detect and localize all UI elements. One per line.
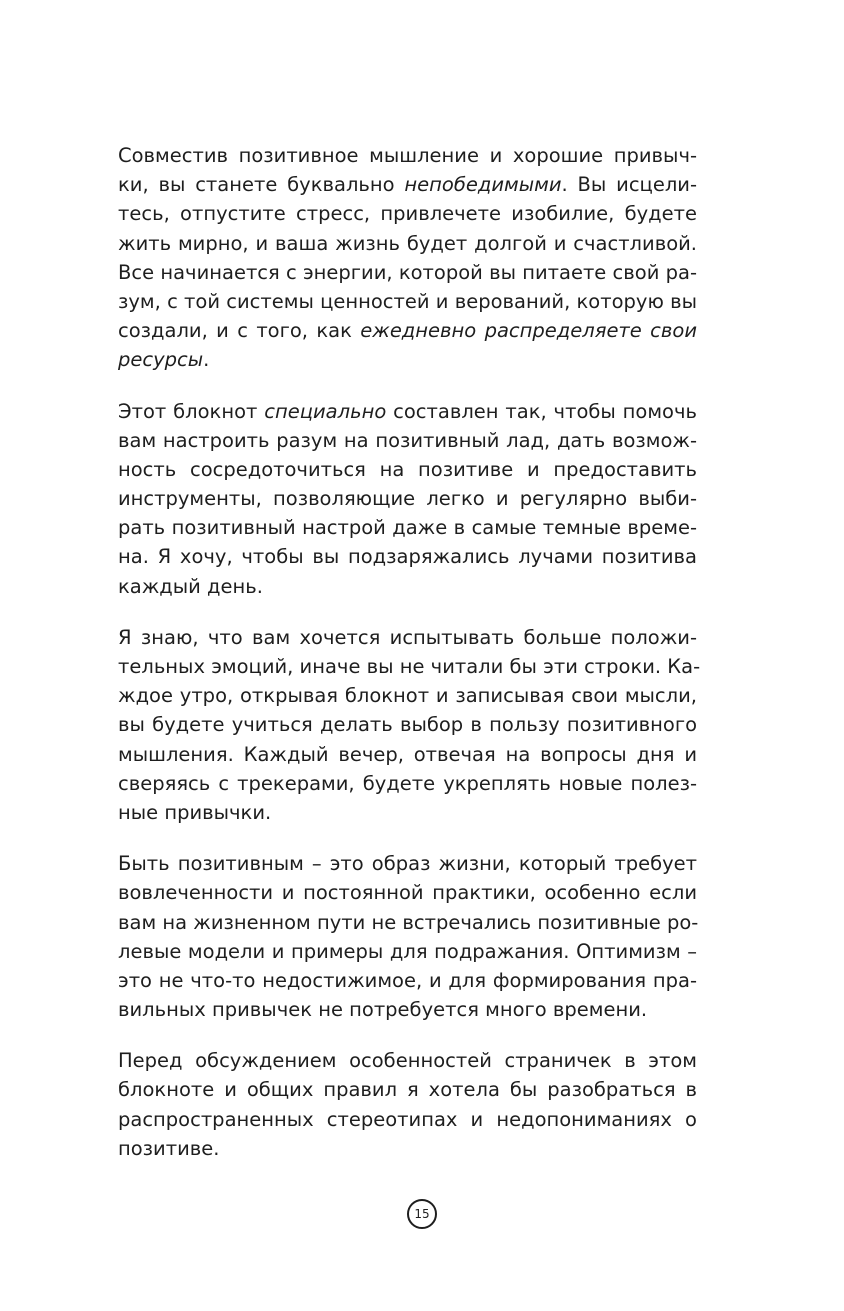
text-line xyxy=(118,199,697,228)
text-run: ные привычки. xyxy=(118,800,272,824)
text-line xyxy=(118,1075,697,1104)
text-run: это не что-то недостижимое, и для формирования пра- xyxy=(118,968,697,992)
text-run: Все начинается с энергии, которой вы питаете свой ра- xyxy=(118,260,697,284)
text-run: Я знаю, что вам хочется испытывать больше положи- xyxy=(118,625,697,649)
paragraph-5 xyxy=(118,1046,697,1163)
paragraph-2 xyxy=(118,397,697,601)
text-run: вам на жизненном пути не встречались позитивные ро- xyxy=(118,910,699,934)
text-line xyxy=(118,287,697,316)
text-run: жить мирно, и ваша жизнь будет долгой и счастливой. xyxy=(118,231,697,255)
text-run: блокноте и общих правил я хотела бы разобраться в xyxy=(118,1078,697,1102)
text-line xyxy=(118,937,697,966)
paragraph-3 xyxy=(118,623,701,827)
text-run: рать позитивный настрой даже в самые темные време- xyxy=(118,516,697,540)
text-line xyxy=(118,995,697,1024)
emphasis-text: непобедимыми xyxy=(404,173,562,197)
text-run: Совместив позитивное мышление и хорошие привыч- xyxy=(118,144,697,167)
paragraph-1 xyxy=(118,141,697,375)
text-run: вы будете учиться делать выбор в пользу позитивного xyxy=(118,713,697,737)
text-run: каждый день. xyxy=(118,574,263,598)
text-line xyxy=(118,542,697,571)
text-line xyxy=(118,513,697,542)
text-run: ность сосредоточиться на позитиве и предоставить xyxy=(118,457,697,481)
text-line xyxy=(118,966,697,995)
page-number: 15 xyxy=(407,1199,437,1229)
text-run: Перед обсуждением особенностей страничек в этом xyxy=(118,1049,697,1073)
emphasis-text: специально xyxy=(264,399,387,423)
text-line xyxy=(118,1134,697,1163)
text-line xyxy=(118,141,697,170)
text-line xyxy=(118,1105,697,1134)
text-line xyxy=(118,258,697,287)
text-line xyxy=(118,798,697,827)
text-run: вовлеченности и постоянной практики, особенно если xyxy=(118,881,697,905)
text-line xyxy=(118,1046,697,1075)
text-run: вам настроить разум на позитивный лад, дать возмож- xyxy=(118,428,697,452)
text-run: тельных эмоций, иначе вы не читали бы эти строки. Ка- xyxy=(118,655,701,678)
text-run: создали, и с того, как xyxy=(118,319,361,343)
text-run: составлен так, чтобы помочь xyxy=(386,399,698,423)
text-line xyxy=(118,769,697,798)
text-run: вильных привычек не потребуется много времени. xyxy=(118,998,648,1022)
text-line xyxy=(118,229,697,258)
text-line xyxy=(118,740,697,769)
emphasis-text: ежедневно распределяете свои xyxy=(360,319,697,343)
text-run: на. Я хочу, чтобы вы подзаряжались лучами позитива xyxy=(118,545,697,569)
text-line xyxy=(118,681,697,710)
text-run: ки, вы станете буквально xyxy=(118,173,405,197)
text-line xyxy=(118,849,697,878)
text-run: . xyxy=(203,348,210,372)
text-line xyxy=(118,316,697,345)
text-line xyxy=(118,572,697,601)
text-run: Этот блокнот xyxy=(118,399,265,423)
text-run: тесь, отпустите стресс, привлечете изобилие, будете xyxy=(118,202,697,226)
text-run: левые модели и примеры для подражания. Оптимизм – xyxy=(118,939,697,963)
text-line xyxy=(118,345,697,374)
text-line xyxy=(118,426,697,455)
text-line xyxy=(118,908,697,937)
text-run: . Вы исцели- xyxy=(561,173,697,197)
text-run: позитиве. xyxy=(118,1136,220,1160)
text-line xyxy=(118,484,697,513)
text-line xyxy=(118,455,697,484)
text-run: зум, с той системы ценностей и верований, которую вы xyxy=(118,289,697,313)
paragraph-4 xyxy=(118,849,697,1024)
text-run: сверяясь с трекерами, будете укреплять новые полез- xyxy=(118,771,697,795)
text-run: Быть позитивным – это образ жизни, который требует xyxy=(118,852,697,876)
text-line xyxy=(118,397,697,426)
text-line xyxy=(118,623,697,652)
text-line xyxy=(118,652,701,681)
text-run: инструменты, позволяющие легко и регулярно выби- xyxy=(118,487,697,511)
text-run: ждое утро, открывая блокнот и записывая свои мысли, xyxy=(118,684,697,708)
text-run: распространенных стереотипах и недопониманиях о xyxy=(118,1107,697,1131)
text-line xyxy=(118,170,697,199)
page-body xyxy=(118,141,701,1185)
text-line xyxy=(118,710,697,739)
text-run: мышления. Каждый вечер, отвечая на вопросы дня и xyxy=(118,742,697,766)
emphasis-text: ресурсы xyxy=(118,348,204,372)
text-line xyxy=(118,878,697,907)
